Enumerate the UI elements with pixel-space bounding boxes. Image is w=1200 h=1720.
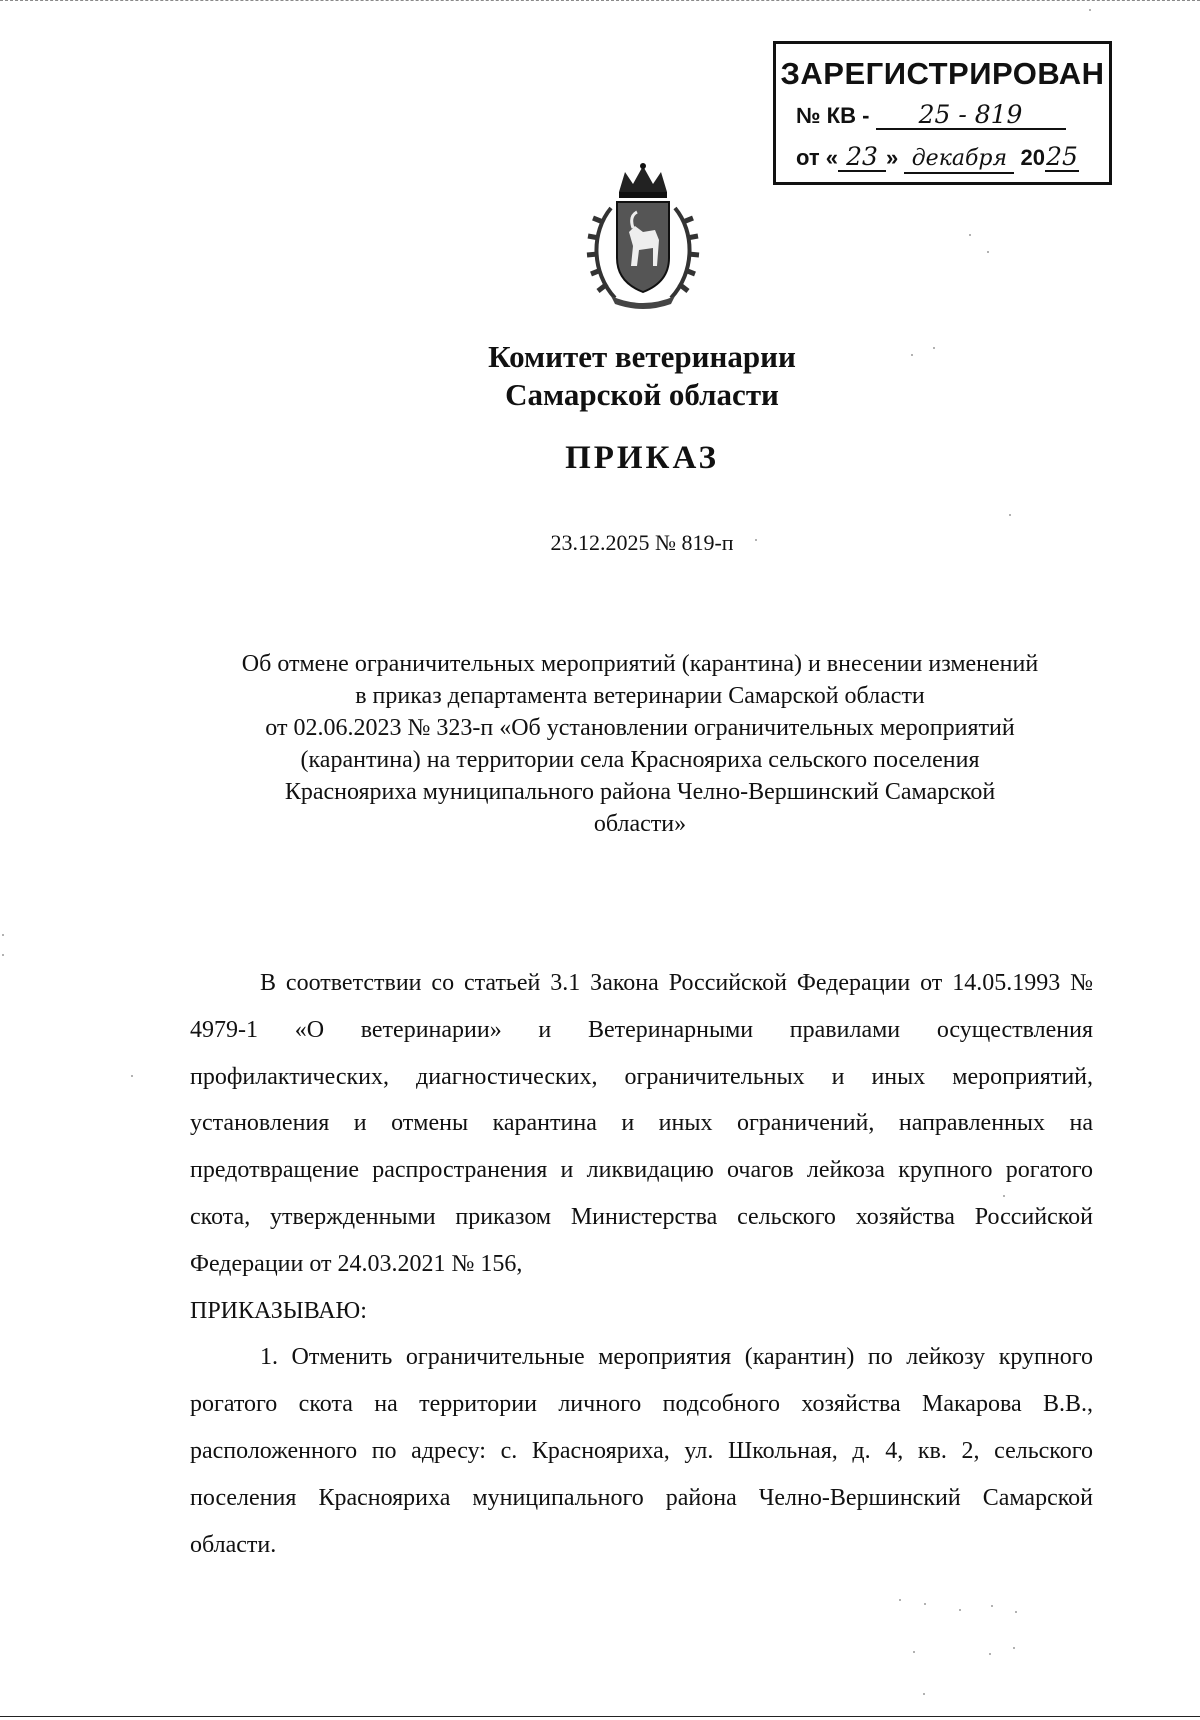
document-type: ПРИКАЗ [565, 440, 719, 476]
subject-line: Краснояриха муниципального района Челно-Вершинский Самарской [284, 779, 996, 805]
document-body [190, 960, 1093, 1568]
emblem-graphic [573, 162, 713, 312]
subject-line: (карантина) на территории села Краснояриха сельского поселения [300, 747, 980, 773]
stamp-day-handwritten: 23 [838, 144, 886, 172]
stamp-title: ЗАРЕГИСТРИРОВАН [780, 56, 1105, 91]
page-bottom-edge [0, 1716, 1200, 1717]
subject-line: от 02.06.2023 № 323-п «Об установлении ограничительных мероприятий [265, 715, 1015, 741]
stamp-number-line [796, 102, 1066, 130]
stamp-month-handwritten: декабря [904, 146, 1014, 174]
page-top-edge [0, 0, 1200, 1]
organization-name [300, 338, 984, 414]
stamp-number-prefix: № КВ - [796, 103, 870, 128]
registration-stamp [773, 41, 1112, 185]
stamp-date-line [796, 144, 1079, 174]
stamp-year-handwritten: 25 [1046, 142, 1078, 171]
order-word: ПРИКАЗЫВАЮ: [190, 1297, 367, 1324]
document-subject [180, 648, 1100, 840]
org-line-1: Комитет ветеринарии [488, 339, 796, 374]
stamp-number-handwritten: 25 - 819 [876, 102, 1066, 130]
samara-coat-of-arms-icon [573, 162, 713, 312]
subject-line: в приказ департамента ветеринарии Самарской области [355, 683, 925, 709]
preamble-paragraph: В соответствии со статьей 3.1 Закона Российской Федерации от 14.05.1993 № 4979-1 «О ветеринарии» и Ветеринарными правилами осуществления профилактических, диагностических, ограничительных и иных мероприятий, установления и отмены карантина и иных ограничений, направленных на предотвращение распространения и ликвидацию очагов лейкоза крупного рогатого скота, утвержденными приказом Министерства сельского хозяйства Российской Федерации от 24.03.2021 № 156, [190, 970, 1093, 1277]
org-line-2: Самарской области [505, 377, 779, 412]
stamp-date-mid: » [886, 145, 899, 170]
subject-line: области» [593, 811, 687, 837]
stamp-year-prefix: 20 [1020, 145, 1045, 170]
order-item-1: 1. Отменить ограничительные мероприятия (карантин) по лейкозу крупного рогатого скота на территории личного подсобного хозяйства Макарова В.В., расположенного по адресу: с. Краснояриха, ул. Школьная, д. 4, кв. 2, сельского поселения Краснояриха муниципального района Челно-Вершинский Самарской области. [190, 1344, 1093, 1558]
subject-line: Об отмене ограничительных мероприятий (карантина) и внесении изменений [241, 651, 1039, 677]
document-date-number: 23.12.2025 № 819-п [550, 530, 734, 555]
stamp-date-prefix: от « [796, 145, 839, 170]
